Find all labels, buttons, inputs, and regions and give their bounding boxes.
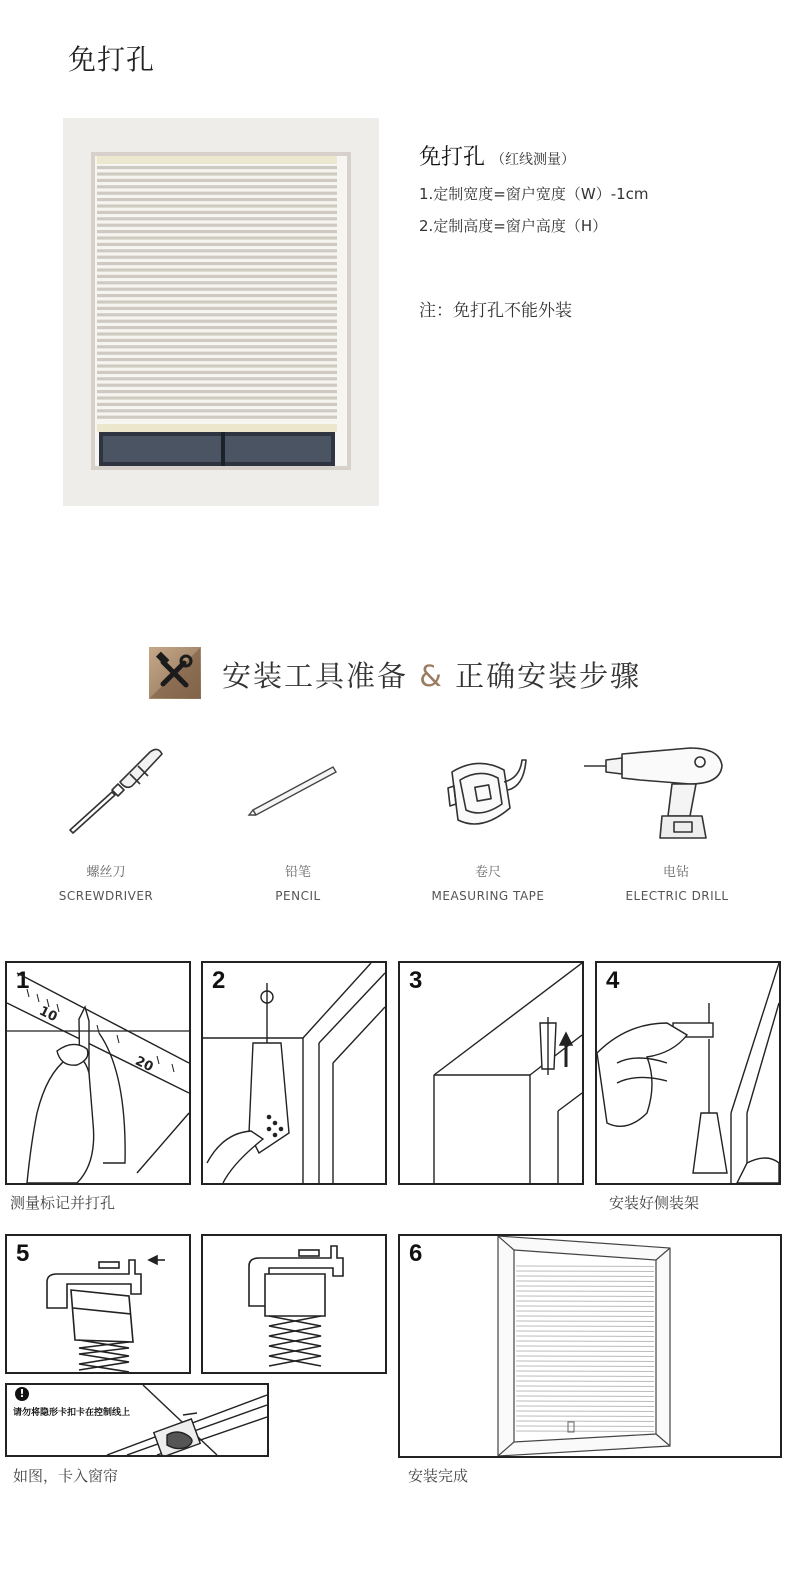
tools-icon [148, 646, 202, 700]
step-5-panel [5, 1234, 191, 1374]
tool-name-cn: 卷尺 [474, 865, 501, 880]
step-caption: 测量标记并打孔 [10, 1194, 116, 1212]
step-caption: 安装好侧装架 [609, 1194, 700, 1212]
install-note: 注：免打孔不能外装 [419, 301, 572, 321]
height-formula: 2.定制高度=窗户高度（H） [419, 217, 608, 235]
tape-measure-icon [438, 752, 538, 832]
step-number: 2 [212, 967, 226, 994]
step-2-panel [201, 961, 387, 1185]
warning-icon: ! [15, 1387, 29, 1401]
warning-text: 请勿将隐形卡扣卡在控制线上 [13, 1408, 131, 1418]
product-photo [63, 118, 379, 506]
tool-name-en: MEASURING TAPE [431, 889, 545, 903]
ruler-tick-label: 20 [132, 1053, 156, 1076]
page-title: 免打孔 [68, 43, 156, 76]
screwdriver-icon [60, 740, 180, 840]
pencil-icon [245, 755, 345, 825]
step-number: 1 [16, 967, 30, 994]
section-title [222, 654, 641, 695]
tool-name-cn: 铅笔 [284, 865, 311, 880]
tool-name-en: PENCIL [275, 889, 321, 903]
warning-panel [5, 1383, 269, 1457]
step-caption: 安装完成 [408, 1467, 469, 1485]
tool-name-en: SCREWDRIVER [58, 889, 154, 903]
step-number: 4 [606, 967, 620, 994]
width-formula: 1.定制宽度=窗户宽度（W）-1cm [419, 185, 649, 203]
section-title-part1: 安装工具准备 [222, 659, 409, 693]
step-number: 3 [409, 967, 423, 994]
tool-name-cn: 螺丝刀 [86, 865, 126, 880]
step-5b-panel [201, 1234, 387, 1374]
step-number: 5 [16, 1240, 30, 1267]
step-caption: 如图，卡入窗帘 [13, 1467, 119, 1485]
tool-name-cn: 电钻 [662, 865, 689, 880]
install-type-title [419, 140, 575, 171]
step-3-panel [398, 961, 584, 1185]
step-1-panel [5, 961, 191, 1185]
section-title-part2: 正确安装步骤 [455, 659, 642, 693]
step-6-panel [398, 1234, 782, 1458]
install-type-label: 免打孔 [419, 145, 486, 170]
ruler-tick-label: 10 [36, 1003, 60, 1026]
step-number: 6 [409, 1240, 423, 1267]
section-title-amp: & [419, 659, 444, 693]
tool-name-en: ELECTRIC DRILL [625, 889, 729, 903]
drill-icon [580, 740, 730, 850]
measure-hint: （红线测量） [491, 152, 576, 168]
step-4-panel [595, 961, 781, 1185]
